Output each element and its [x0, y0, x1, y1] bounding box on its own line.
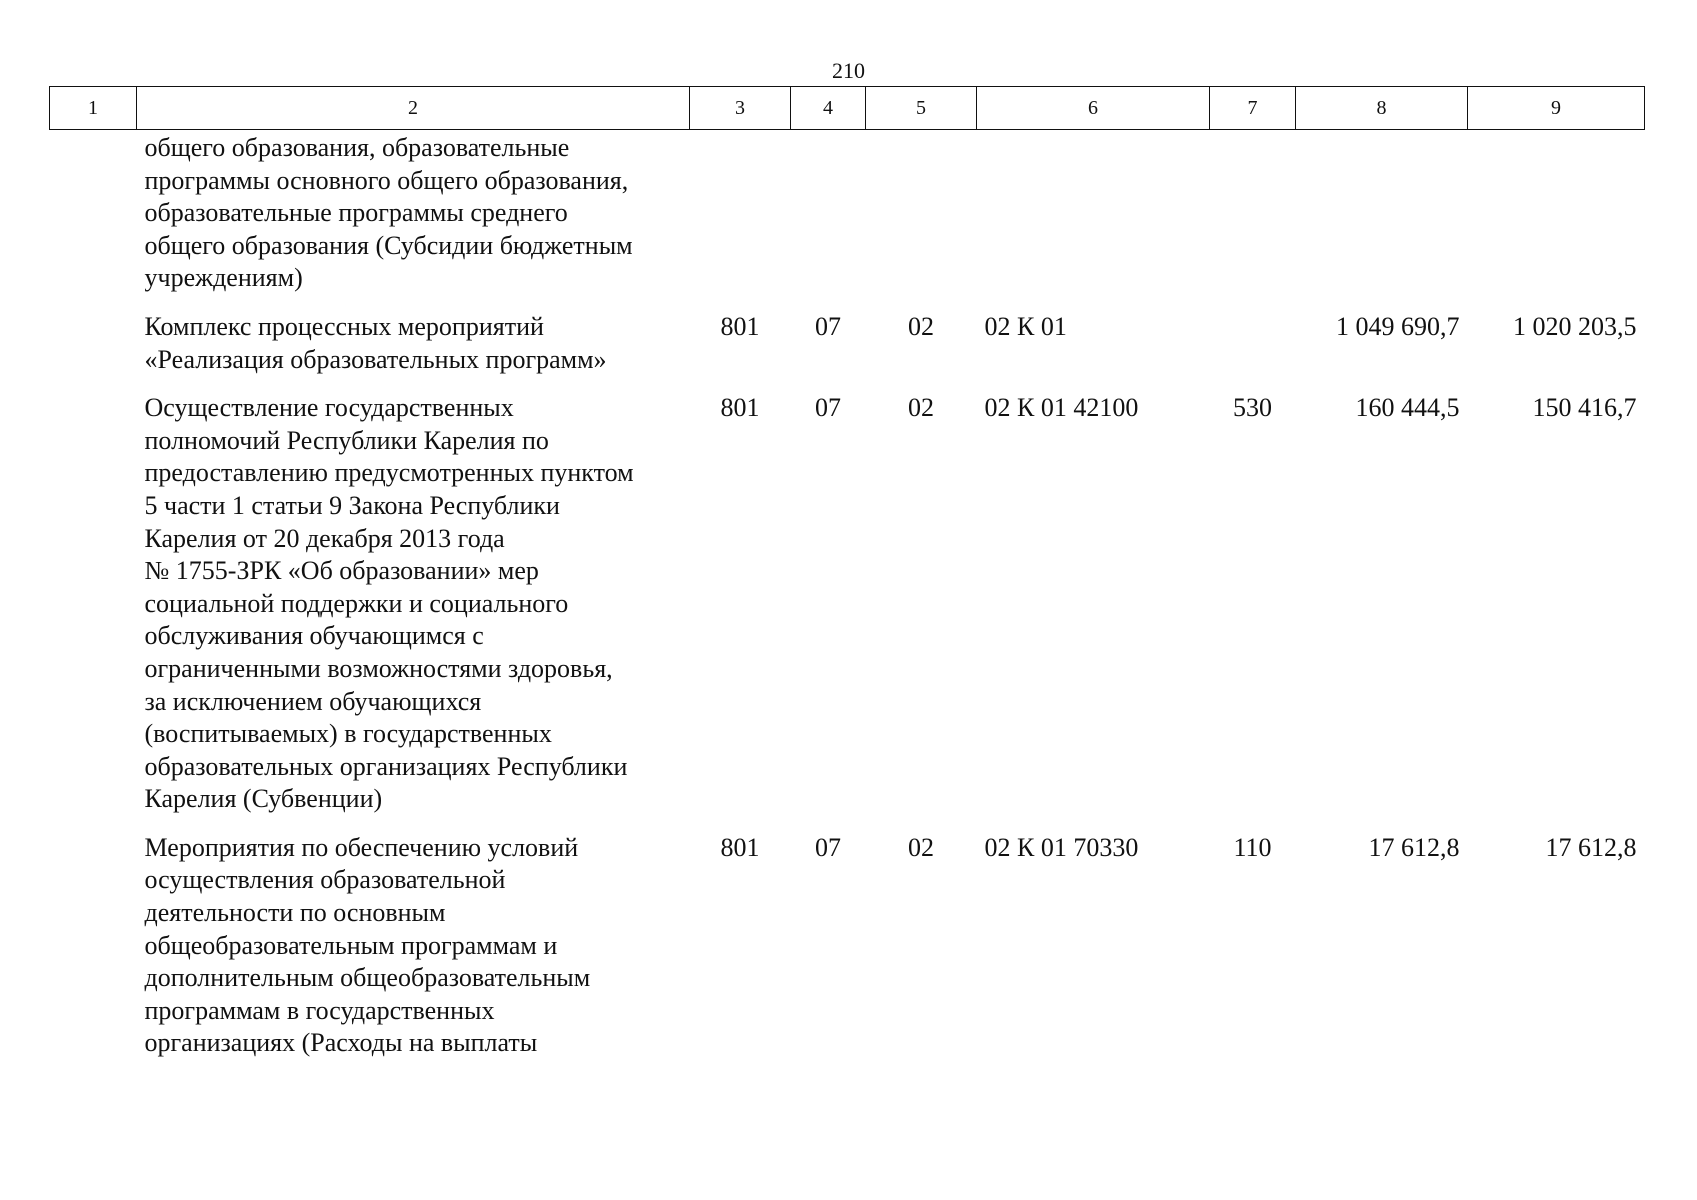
- column-header-6: 6: [977, 87, 1210, 130]
- amount-year2-cell: 150 416,7: [1532, 393, 1637, 423]
- target-article-cell: 02 К 01 70330: [984, 832, 1139, 862]
- column-header-2: 2: [137, 87, 690, 130]
- amount-year2-cell: 17 612,8: [1545, 832, 1637, 862]
- section-cell: [791, 130, 866, 295]
- row-number-cell: [50, 130, 137, 295]
- amount-year1-cell: 17 612,8: [1368, 832, 1460, 862]
- ministry-code-cell: 801: [720, 393, 760, 423]
- ministry-code-cell: [690, 130, 791, 295]
- section-cell: 07: [815, 832, 841, 862]
- row-number-cell: [50, 295, 137, 376]
- amount-year1-cell: 160 444,5: [1355, 393, 1460, 423]
- ministry-code-cell: 801: [720, 832, 760, 862]
- amount-year1-cell: [1296, 130, 1468, 295]
- column-header-5: 5: [866, 87, 977, 130]
- expense-name-cell: [137, 376, 690, 816]
- table-row: [50, 376, 1645, 816]
- expense-name-text: общего образования, образовательные программы основного общего образования, образовательные программы среднего общего образования (Субсидии бюджетным учреждениям): [144, 133, 633, 293]
- column-header-3: 3: [690, 87, 791, 130]
- expense-name-text: Комплекс процессных мероприятий «Реализация образовательных программ»: [144, 311, 607, 374]
- expense-name-text: Осуществление государственных полномочий Республики Карелия по предоставлению предусмотренных пунктом 5 части 1 статьи 9 Закона Республики Карелия от 20 декабря 2013 года № 1755-ЗРК «Об образовании» мер социальной поддержки и социального обслуживания обучающимся с ограниченными возможностями здоровья, за исключением обучающихся (воспитываемых) в государственных образовательных организациях Республики Карелия (Субвенции): [144, 393, 634, 814]
- table-row: [50, 295, 1645, 376]
- column-header-8: 8: [1296, 87, 1468, 130]
- target-article-cell: 02 К 01: [984, 311, 1067, 341]
- expense-type-cell: 530: [1233, 393, 1272, 423]
- expense-name-text: Мероприятия по обеспечению условий осуществления образовательной деятельности по основным общеобразовательным программам и дополнительным общеобразовательным программам в государственных организациях (Расходы на выплаты: [144, 832, 591, 1058]
- row-number-cell: [50, 816, 137, 1060]
- amount-year2-cell: 1 020 203,5: [1513, 311, 1637, 341]
- table-header-row: [50, 87, 1645, 130]
- section-cell: 07: [815, 393, 841, 423]
- subsection-cell: 02: [908, 393, 934, 423]
- subsection-cell: 02: [908, 832, 934, 862]
- column-header-9: 9: [1468, 87, 1645, 130]
- budget-table: [49, 86, 1645, 1060]
- expense-name-cell: [137, 816, 690, 1060]
- subsection-cell: 02: [908, 311, 934, 341]
- amount-year2-cell: [1468, 130, 1645, 295]
- expense-type-cell: 110: [1233, 832, 1272, 862]
- row-number-cell: [50, 376, 137, 816]
- page-number: 210: [832, 58, 865, 83]
- column-header-7: 7: [1210, 87, 1296, 130]
- column-header-1: 1: [50, 87, 137, 130]
- expense-type-cell: [1210, 295, 1296, 376]
- expense-name-cell: [137, 295, 690, 376]
- amount-year1-cell: 1 049 690,7: [1336, 311, 1460, 341]
- section-cell: 07: [815, 311, 841, 341]
- target-article-cell: 02 К 01 42100: [984, 393, 1139, 423]
- table-row: [50, 130, 1645, 295]
- ministry-code-cell: 801: [720, 311, 760, 341]
- expense-name-cell: [137, 130, 690, 295]
- table-row: [50, 816, 1645, 1060]
- subsection-cell: [866, 130, 977, 295]
- expense-type-cell: [1210, 130, 1296, 295]
- column-header-4: 4: [791, 87, 866, 130]
- target-article-cell: [977, 130, 1210, 295]
